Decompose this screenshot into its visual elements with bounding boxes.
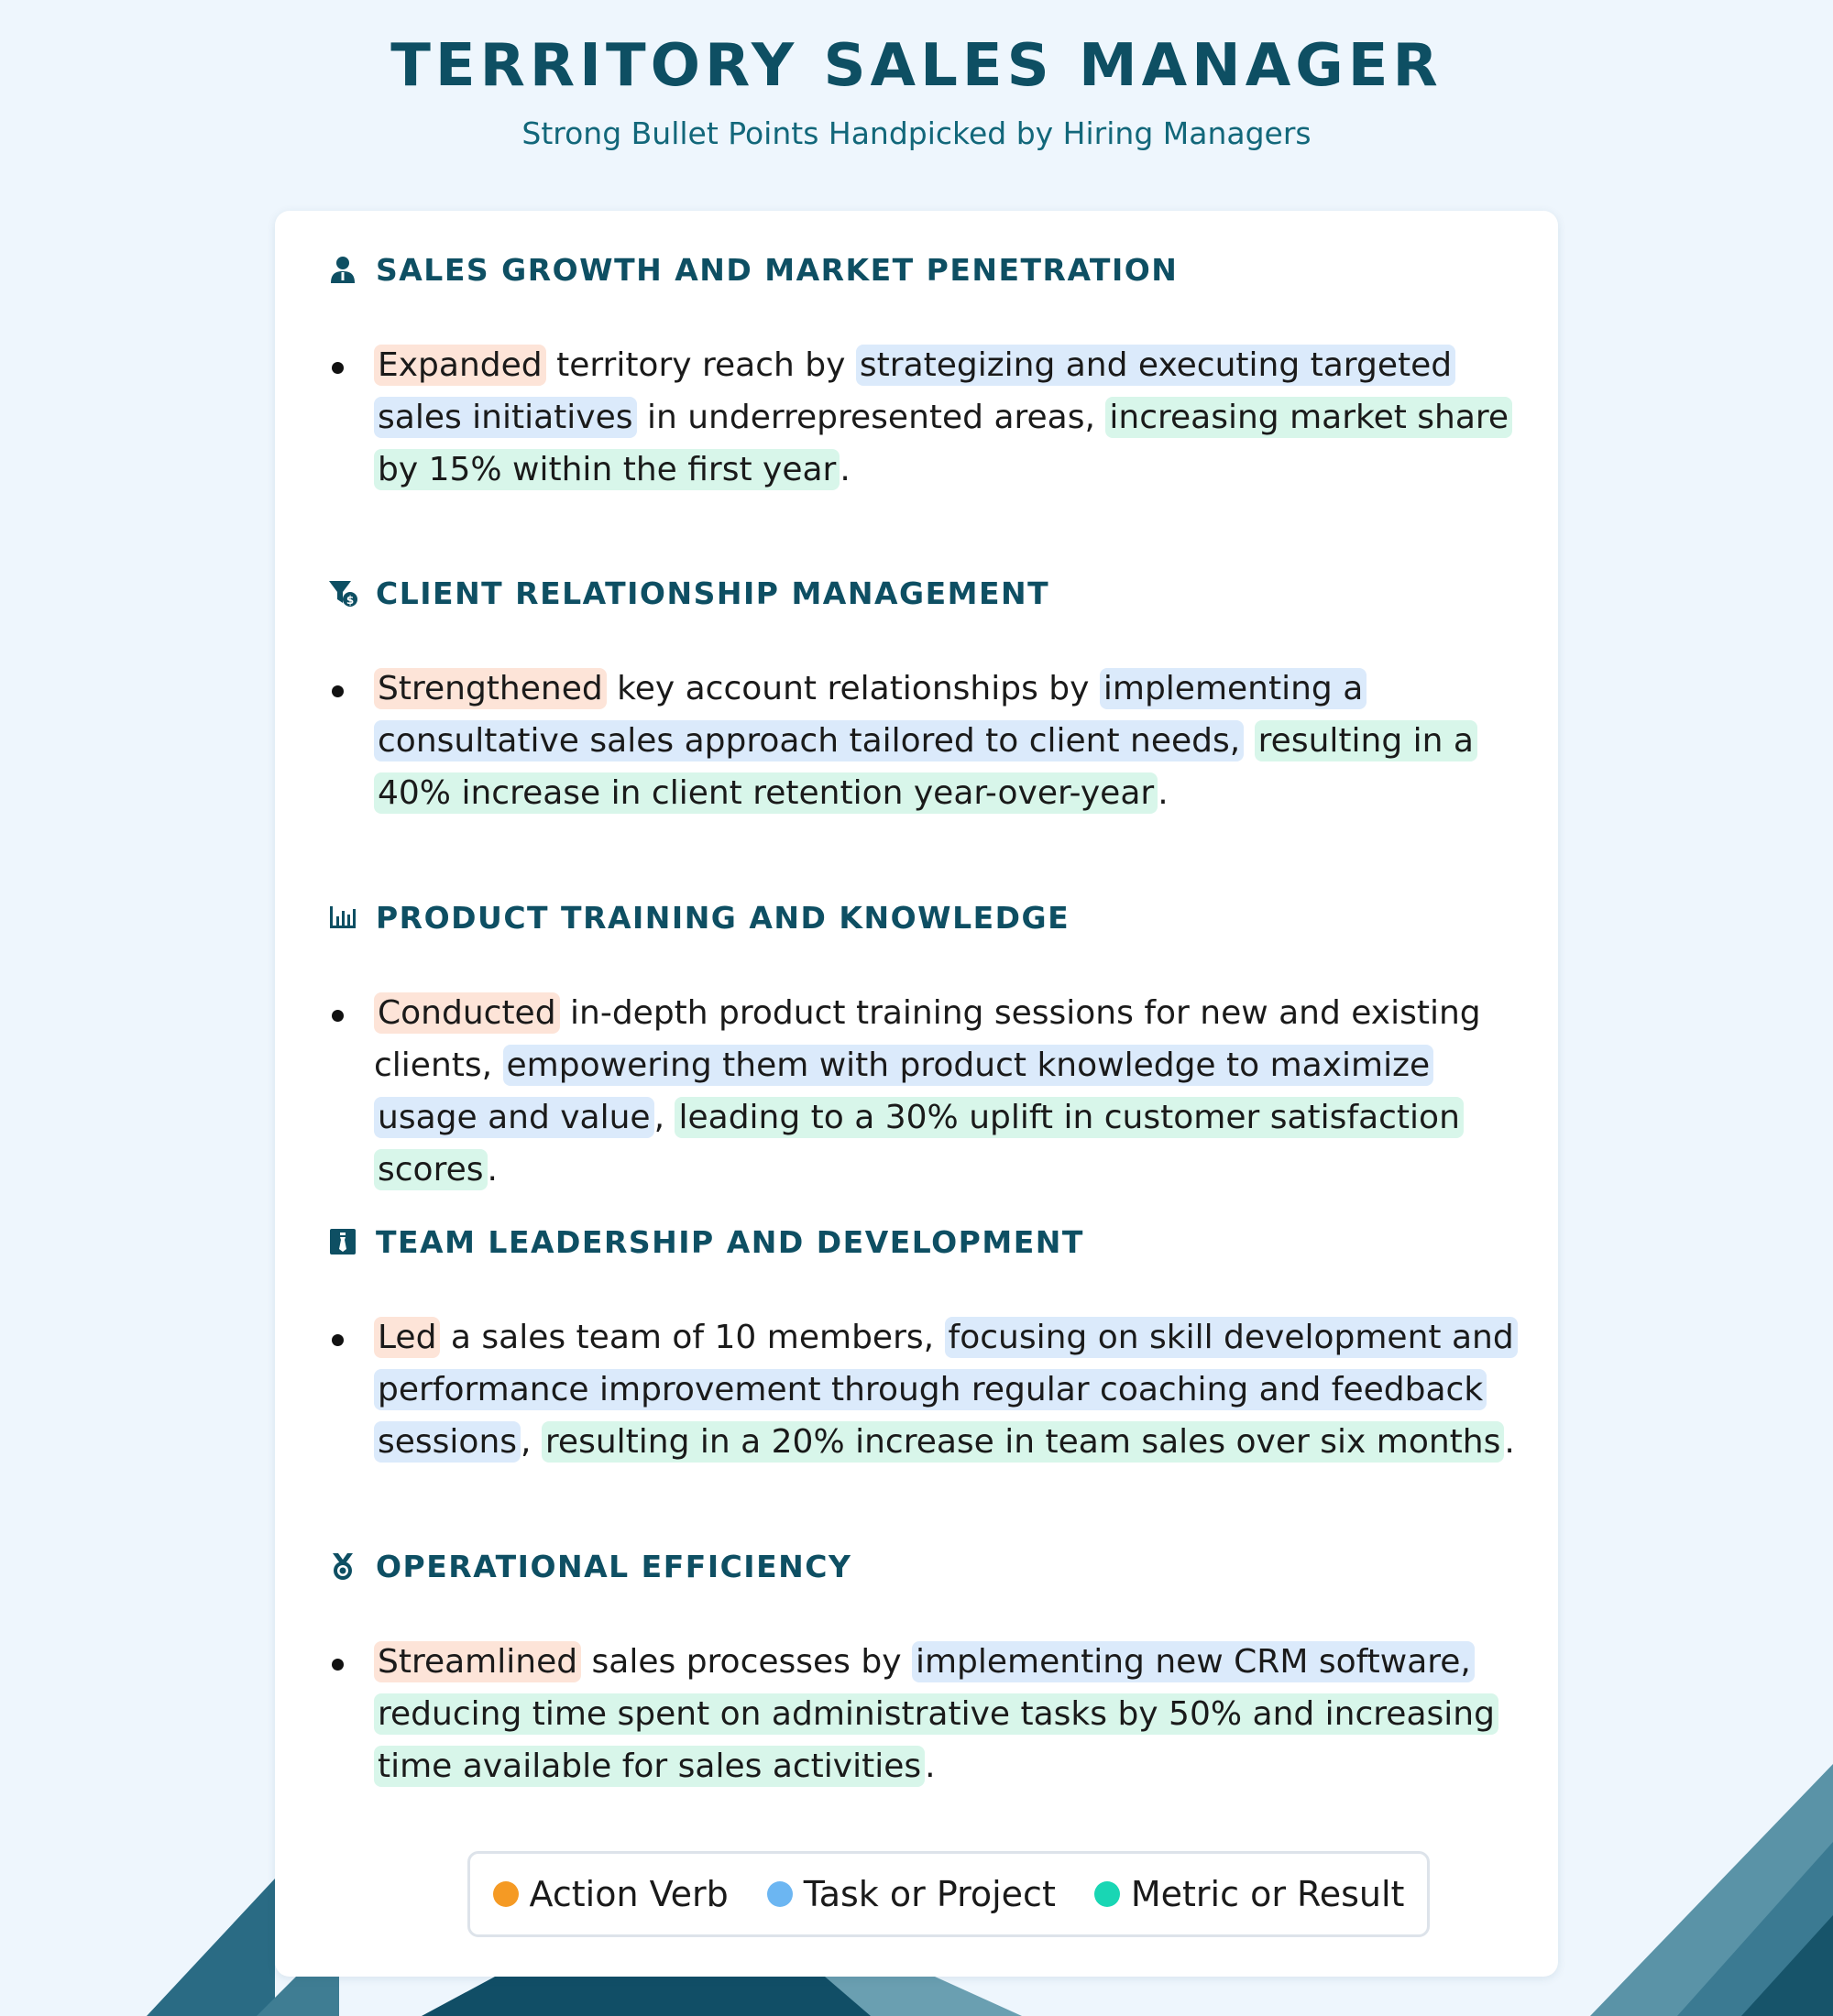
- bullet-fragment: ,: [653, 1099, 675, 1136]
- section-operational-efficiency: [328, 1546, 1538, 1792]
- list-item: [328, 1311, 1538, 1468]
- task-highlight: strategizing and executing targeted sales initiatives: [374, 345, 1455, 438]
- bullet-fragment: .: [1504, 1423, 1515, 1461]
- bullet-text: [374, 987, 1538, 1196]
- section-client-relationship: [328, 573, 1538, 819]
- legend-dot-orange: [493, 1881, 519, 1907]
- id-badge-icon: [328, 1227, 357, 1256]
- bullet-fragment: in-depth product training sessions for new and existing clients,: [374, 994, 1481, 1084]
- task-highlight: focusing on skill development and performance improvement through regular coaching and feedback sessions: [374, 1317, 1518, 1463]
- legend-item-task: [767, 1874, 1056, 1914]
- metric-highlight: resulting in a 20% increase in team sales over six months: [542, 1421, 1504, 1463]
- section-header: [328, 897, 1538, 937]
- page-subtitle: Strong Bullet Points Handpicked by Hiring Managers: [521, 115, 1312, 151]
- bullet-text: [374, 1311, 1538, 1468]
- legend-item-action-verb: [493, 1874, 729, 1914]
- section-header: [328, 1222, 1538, 1262]
- section-title: OPERATIONAL EFFICIENCY: [376, 1548, 852, 1584]
- bullet-dot: [332, 685, 344, 697]
- bullet-points-card: [275, 211, 1558, 1977]
- bullet-dot: [332, 1659, 344, 1671]
- section-title: TEAM LEADERSHIP AND DEVELOPMENT: [376, 1223, 1084, 1260]
- legend-label: Task or Project: [803, 1874, 1056, 1914]
- legend-dot-teal: [1094, 1881, 1120, 1907]
- list-item: [328, 1636, 1538, 1792]
- bullet-fragment: .: [840, 451, 851, 488]
- list-item: [328, 663, 1538, 819]
- metric-highlight: leading to a 30% uplift in customer satisfaction scores: [374, 1097, 1464, 1190]
- bullet-fragment: .: [925, 1748, 936, 1785]
- bullet-fragment: in underrepresented areas,: [636, 399, 1106, 436]
- bullet-text: [374, 1636, 1538, 1792]
- bullet-fragment: sales processes by: [581, 1643, 912, 1681]
- metric-highlight: reducing time spent on administrative tasks by 50% and increasing time available for sales activities: [374, 1693, 1498, 1787]
- bullet-dot: [332, 1010, 344, 1022]
- list-item: [328, 987, 1538, 1196]
- action-verb-highlight: Strengthened: [374, 668, 607, 709]
- legend-item-metric: [1094, 1874, 1405, 1914]
- section-product-training: [328, 897, 1538, 1196]
- section-title: SALES GROWTH AND MARKET PENETRATION: [376, 251, 1179, 288]
- section-header: [328, 1546, 1538, 1586]
- person-icon: [328, 255, 357, 284]
- metric-highlight: increasing market share by 15% within the first year: [374, 397, 1512, 490]
- bullet-fragment: a sales team of 10 members,: [440, 1319, 945, 1356]
- action-verb-highlight: Conducted: [374, 992, 560, 1034]
- svg-text:$: $: [346, 594, 355, 607]
- task-highlight: implementing new CRM software,: [912, 1641, 1475, 1682]
- task-highlight: implementing a consultative sales approach tailored to client needs,: [374, 668, 1367, 761]
- metric-highlight: resulting in a 40% increase in client retention year-over-year: [374, 720, 1477, 814]
- section-title: PRODUCT TRAINING AND KNOWLEDGE: [376, 899, 1070, 936]
- bullet-fragment: [1244, 722, 1254, 760]
- action-verb-highlight: Expanded: [374, 345, 546, 386]
- bullet-fragment: territory reach by: [545, 346, 856, 384]
- legend-label: Metric or Result: [1130, 1874, 1405, 1914]
- action-verb-highlight: Streamlined: [374, 1641, 581, 1682]
- bullet-text: [374, 339, 1538, 496]
- section-sales-growth: [328, 249, 1538, 496]
- page-header: [0, 26, 1833, 152]
- page-title: TERRITORY SALES MANAGER: [390, 32, 1443, 100]
- bullet-dot: [332, 362, 344, 374]
- section-header: [328, 573, 1538, 613]
- bar-chart-icon: [328, 903, 357, 932]
- funnel-dollar-icon: [328, 578, 357, 608]
- task-highlight: empowering them with product knowledge to maximize usage and value: [374, 1045, 1433, 1138]
- bullet-fragment: key account relationships by: [606, 670, 1100, 707]
- action-verb-highlight: Led: [374, 1317, 440, 1358]
- section-header: [328, 249, 1538, 290]
- bullet-fragment: .: [487, 1151, 498, 1189]
- section-title: CLIENT RELATIONSHIP MANAGEMENT: [376, 575, 1050, 611]
- list-item: [328, 339, 1538, 496]
- highlight-legend: [467, 1851, 1430, 1937]
- section-team-leadership: [328, 1222, 1538, 1468]
- legend-label: Action Verb: [529, 1874, 729, 1914]
- legend-dot-blue: [767, 1881, 793, 1907]
- bullet-text: [374, 663, 1538, 819]
- medal-icon: [328, 1551, 357, 1581]
- bullet-fragment: ,: [521, 1423, 542, 1461]
- bullet-dot: [332, 1334, 344, 1346]
- bullet-fragment: .: [1158, 774, 1169, 812]
